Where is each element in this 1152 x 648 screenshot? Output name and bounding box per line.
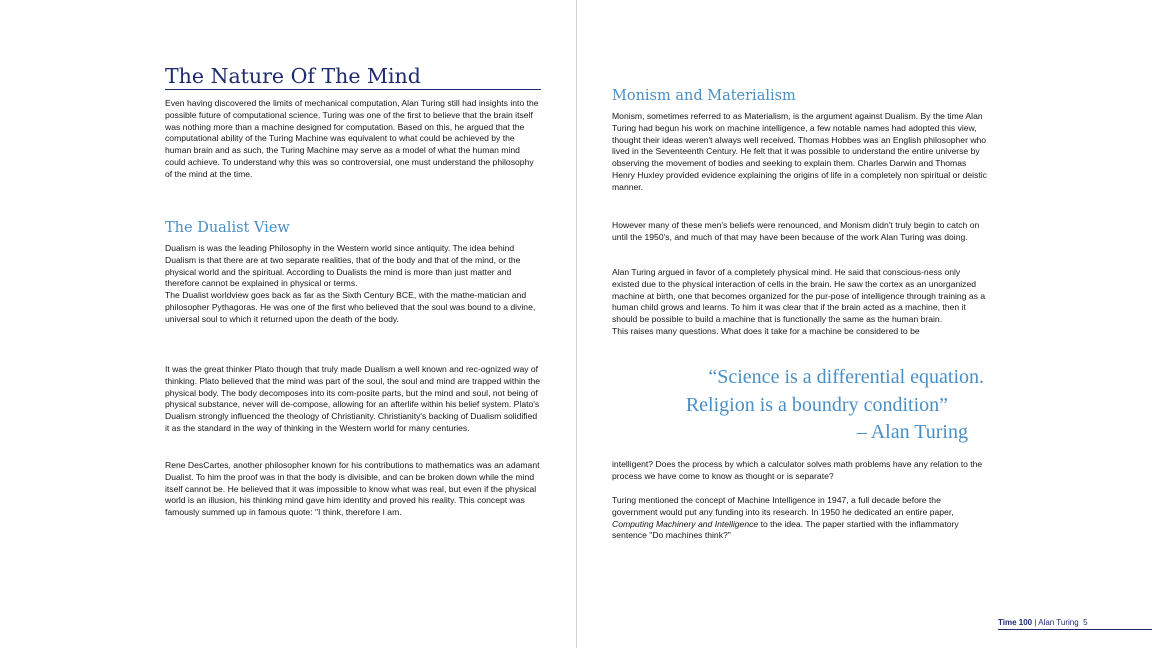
turing-paragraph-3-text-end: to the idea. The paper startied with the inflammatory sentence "Do machines think?" bbox=[612, 518, 959, 541]
footer-rule bbox=[998, 629, 1152, 630]
footer-separator: | bbox=[1032, 618, 1039, 627]
dualist-paragraph-1: Dualism is was the leading Philosophy in the Western world since antiquity. The idea behind Dualism is that there are at two separate realities, that of the body and that of the mind, or the physical world and the spiritual. According to Dualists the mind is more than just matter and therefore cannot be explained in physical or terms. bbox=[165, 243, 521, 289]
page-number: 5 bbox=[1083, 618, 1088, 627]
dualist-section bbox=[165, 243, 541, 326]
turing-paragraph-1-continued: This raises many questions. What does it take for a machine be considered to be bbox=[612, 325, 920, 336]
turing-physical-mind-section bbox=[612, 267, 988, 338]
quote-attribution: – Alan Turing bbox=[856, 421, 968, 443]
monism-paragraph-2: However many of these men's beliefs were renounced, and Monism didn't truly begin to catch on until the 1950's, and much of that may have been because of the work Alan Turing was doing. bbox=[612, 220, 980, 242]
publication-name: Time 100 bbox=[998, 618, 1033, 627]
paper-title: Computing Machinery and Intelligence bbox=[612, 518, 759, 529]
dualist-paragraph-2: The Dualist worldview goes back as far as the Sixth Century BCE, with the mathe-matician and philosopher Pythagoras. He was one of the first who believed that the soul was bound to a divine, universal soul to which it returned upon the death of the body. bbox=[165, 290, 536, 324]
quote-line-2: Religion is a boundry condition” bbox=[685, 393, 948, 416]
title-underline bbox=[165, 89, 541, 90]
page-footer bbox=[998, 618, 1088, 627]
monism-paragraph-1: Monism, sometimes referred to as Materialism, is the argument against Dualism. By the time Alan Turing had begun his work on machine intelligence, a few notable names had adopted this view, thought their ideas weren't always well received. Thomas Hobbes was an English philosopher who lived in the Seventeenth Century. He felt that it was possible to understand the entire universe by observing the movement of bodies and seeking to explain them. Charles Darwin and Thomas Henry Huxley provided evidence explaining the origins of life in a completely non spiritual or deistic manner. bbox=[612, 111, 987, 192]
quote-line-1: “Science is a differential equation. bbox=[708, 366, 984, 388]
turing-paragraph-3-text: Turing mentioned the concept of Machine Intelligence in 1947, a full decade before the government would put any funding into its research. In 1950 he dedicated an entire paper, bbox=[612, 495, 954, 517]
descartes-paragraph: Rene DesCartes, another philosopher known for his contributions to mathematics was an adamant Dualist. To him the proof was in that the body is divisible, and can be broken down while the mind itself cannot be. He believed that it was impossible to know what was real, but even if the physical world is an illusion, his thinking mind gave him identity and proved his reality. This concept was famously summed up in famous quote: "I think, therefore I am. bbox=[165, 460, 540, 518]
dualist-view-heading: The Dualist View bbox=[165, 220, 290, 236]
pull-quote bbox=[612, 364, 984, 447]
turing-paragraph-2: intelligent? Does the process by which a calculator solves math problems have any relation to the process we have come to know as thought or is separate? bbox=[612, 459, 983, 481]
turing-paragraph-1: Alan Turing argued in favor of a completely physical mind. He said that conscious-ness only existed due to the physical interaction of cells in the brain. He saw the cortex as an unorganized machine at birth, one that becomes organized for the pur-pose of intelligence through training as a human child grows and learns. To him it was clear that if the brain acted as a machine, then it should be possible to build a machine that is functionally the same as the human brain. bbox=[612, 267, 986, 325]
plato-paragraph: It was the great thinker Plato though that truly made Dualism a well known and rec-ognized way of thinking. Plato believed that the mind was part of the soul, the soul and mind are trapped within the physical body. The body decomposes into its com-posite parts, but the mind and soul, not being of physical substance, never will de-compose, allowing for an afterlife within his belief system. Plato's Dualism strongly influenced the theology of Christianity. Christianity's backing of Dualism solidified it as the standard in the way of thinking in the Western world for many centuries. bbox=[165, 364, 541, 433]
intro-paragraph: Even having discovered the limits of mechanical computation, Alan Turing still had insights into the possible future of computational science. Turing was one of the first to believe that the brain itself was nothing more than a machine designed for computation. Based on this, he argued that the computational ability of the Turing Machine was equivalent to what could be achieved by the human brain and as such, the Turing Machine may serve as a model of what the human mind could achieve. To understand why this was so controversial, one must understand the philosophy of the mind at the time. bbox=[165, 98, 539, 179]
footer-subject: Alan Turing bbox=[1038, 618, 1079, 627]
monism-heading: Monism and Materialism bbox=[612, 88, 796, 104]
page-title: The Nature Of The Mind bbox=[165, 64, 421, 88]
turing-paragraph-3 bbox=[612, 495, 988, 542]
